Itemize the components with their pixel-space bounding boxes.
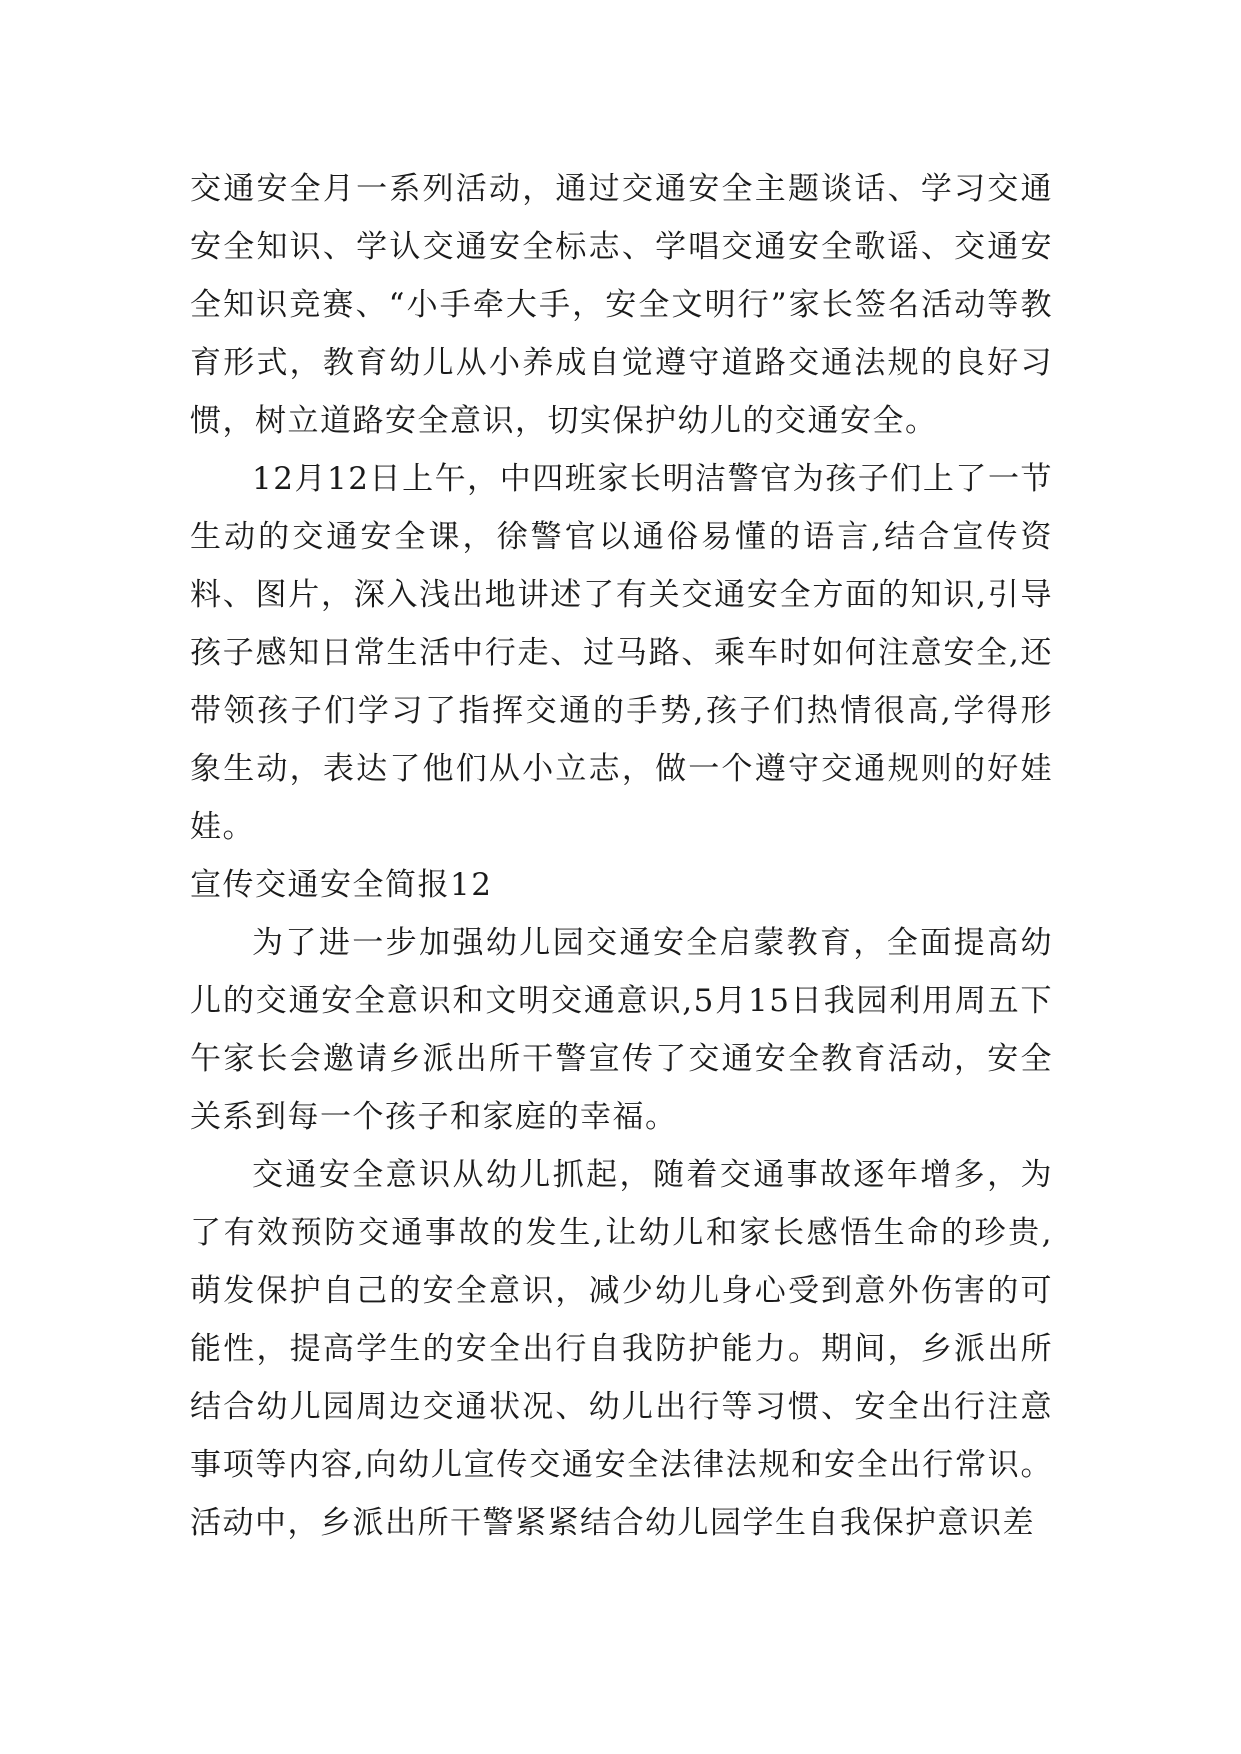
paragraph-traffic-safety-month: 交通安全月一系列活动，通过交通安全主题谈话、学习交通安全知识、学认交通安全标志、学唱交通安全歌谣、交通安全知识竞赛、“小手牵大手，安全文明行”家长签名活动等教育形式，教育幼儿从小养成自觉遵守道路交通法规的良好习惯，树立道路安全意识，切实保护幼儿的交通安全。 [190, 171, 1053, 439]
paragraph-kindergarten-education: 为了进一步加强幼儿园交通安全启蒙教育，全面提高幼儿的交通安全意识和文明交通意识,5月15日我园利用周五下午家长会邀请乡派出所干警宣传了交通安全教育活动，安全关系到每一个孩子和家庭的幸福。 [190, 925, 1053, 1135]
paragraph-police-lesson: 12月12日上午，中四班家长明洁警官为孩子们上了一节生动的交通安全课，徐警官以通俗易懂的语言,结合宣传资料、图片，深入浅出地讲述了有关交通安全方面的知识,引导孩子感知日常生活中行走、过马路、乘车时如何注意安全,还带领孩子们学习了指挥交通的手势,孩子们热情很高,学得形象生动，表达了他们从小立志，做一个遵守交通规则的好娃娃。 [190, 461, 1053, 845]
section-title: 宣传交通安全简报12 [190, 867, 493, 903]
paragraph-safety-awareness: 交通安全意识从幼儿抓起，随着交通事故逐年增多，为了有效预防交通事故的发生,让幼儿和家长感悟生命的珍贵,萌发保护自己的安全意识，减少幼儿身心受到意外伤害的可能性，提高学生的安全出行自我防护能力。期间，乡派出所结合幼儿园周边交通状况、幼儿出行等习惯、安全出行注意事项等内容,向幼儿宣传交通安全法律法规和安全出行常识。活动中，乡派出所干警紧紧结合幼儿园学生自我保护意识差 [190, 1157, 1053, 1541]
document-page [190, 160, 1053, 1552]
